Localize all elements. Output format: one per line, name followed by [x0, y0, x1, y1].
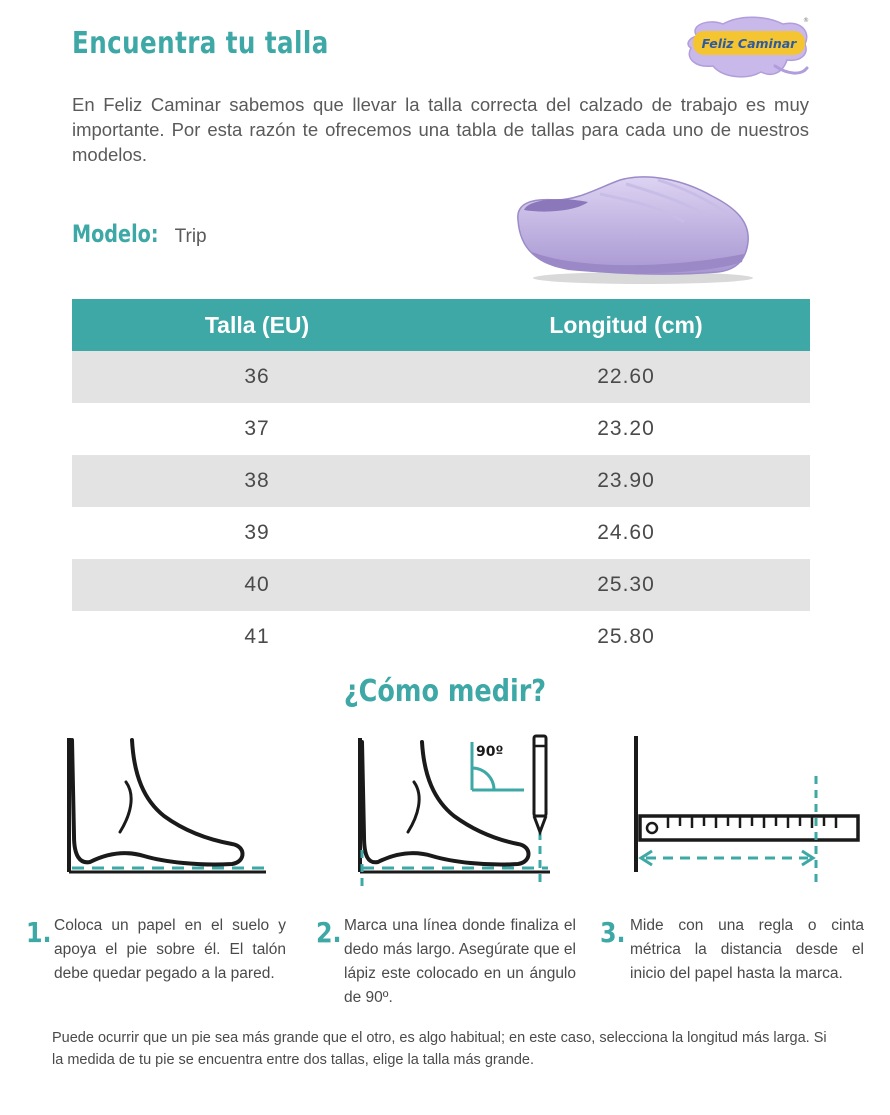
size-cell: 37 [244, 417, 270, 440]
foot-outline [362, 742, 529, 865]
logo-text: Feliz Caminar [701, 36, 797, 51]
ankle-line [408, 782, 419, 832]
pencil-mark-illustration [352, 732, 552, 890]
model-value: Trip [174, 226, 207, 247]
table-row [72, 507, 810, 559]
step-text: Mide con una regla o cinta métrica la distancia desde el inicio del papel hasta la marca. [630, 917, 864, 982]
step-text: Marca una línea donde finaliza el dedo más largo. Asegúrate que el lápiz este colocado en un ángulo de 90º. [344, 917, 576, 1006]
size-table [72, 299, 810, 663]
step-number: 1. [26, 916, 52, 949]
footer-note: Puede ocurrir que un pie sea más grande que el otro, es algo habitual; en este caso, selecciona la longitud más larga. Si la medida de tu pie se encuentra entre dos tallas, elige la talla más grande. [52, 1030, 827, 1068]
length-cell: 25.80 [597, 625, 655, 648]
table-row [72, 455, 810, 507]
clog-shoe-image [508, 170, 758, 288]
intro-paragraph: En Feliz Caminar sabemos que llevar la talla correcta del calzado de trabajo es muy importante. Por esta razón te ofrecemos una tabla de tallas para cada uno de nuestros modelos. [72, 94, 809, 165]
model-label: Modelo: [72, 220, 159, 248]
ruler-measure-illustration [628, 732, 863, 884]
header-size: Talla (EU) [204, 311, 310, 338]
header-length: Longitud (cm) [549, 311, 703, 338]
size-cell: 41 [244, 625, 270, 648]
size-cell: 40 [244, 573, 270, 596]
table-row [72, 351, 810, 403]
step-text: Coloca un papel en el suelo y apoya el pie sobre él. El talón debe quedar pegado a la pared. [54, 917, 286, 982]
page-title: Encuentra tu talla [72, 26, 329, 61]
size-cell: 36 [244, 365, 270, 388]
size-cell: 39 [244, 521, 270, 544]
table-row [72, 611, 810, 663]
length-cell: 22.60 [597, 365, 655, 388]
foot-outline [72, 740, 243, 865]
length-cell: 25.30 [597, 573, 655, 596]
how-to-measure-title [0, 674, 890, 709]
step-number: 3. [600, 916, 626, 949]
step-number: 2. [316, 916, 342, 949]
table-body [72, 351, 810, 663]
length-cell: 23.20 [597, 417, 655, 440]
size-cell: 38 [244, 469, 270, 492]
how-to-measure-title-text: ¿Cómo medir? [343, 674, 547, 709]
logo-registered-mark: ® [803, 17, 809, 24]
table-row [72, 559, 810, 611]
pencil-icon [534, 736, 546, 832]
table-row [72, 403, 810, 455]
length-cell: 23.90 [597, 469, 655, 492]
table-header [72, 299, 810, 351]
angle-label: 90º [476, 744, 504, 760]
foot-on-paper-illustration [60, 736, 270, 881]
feliz-caminar-logo [683, 14, 813, 84]
ankle-line [120, 782, 131, 832]
ruler-icon [640, 816, 858, 840]
length-cell: 24.60 [597, 521, 655, 544]
model-line [72, 220, 207, 248]
